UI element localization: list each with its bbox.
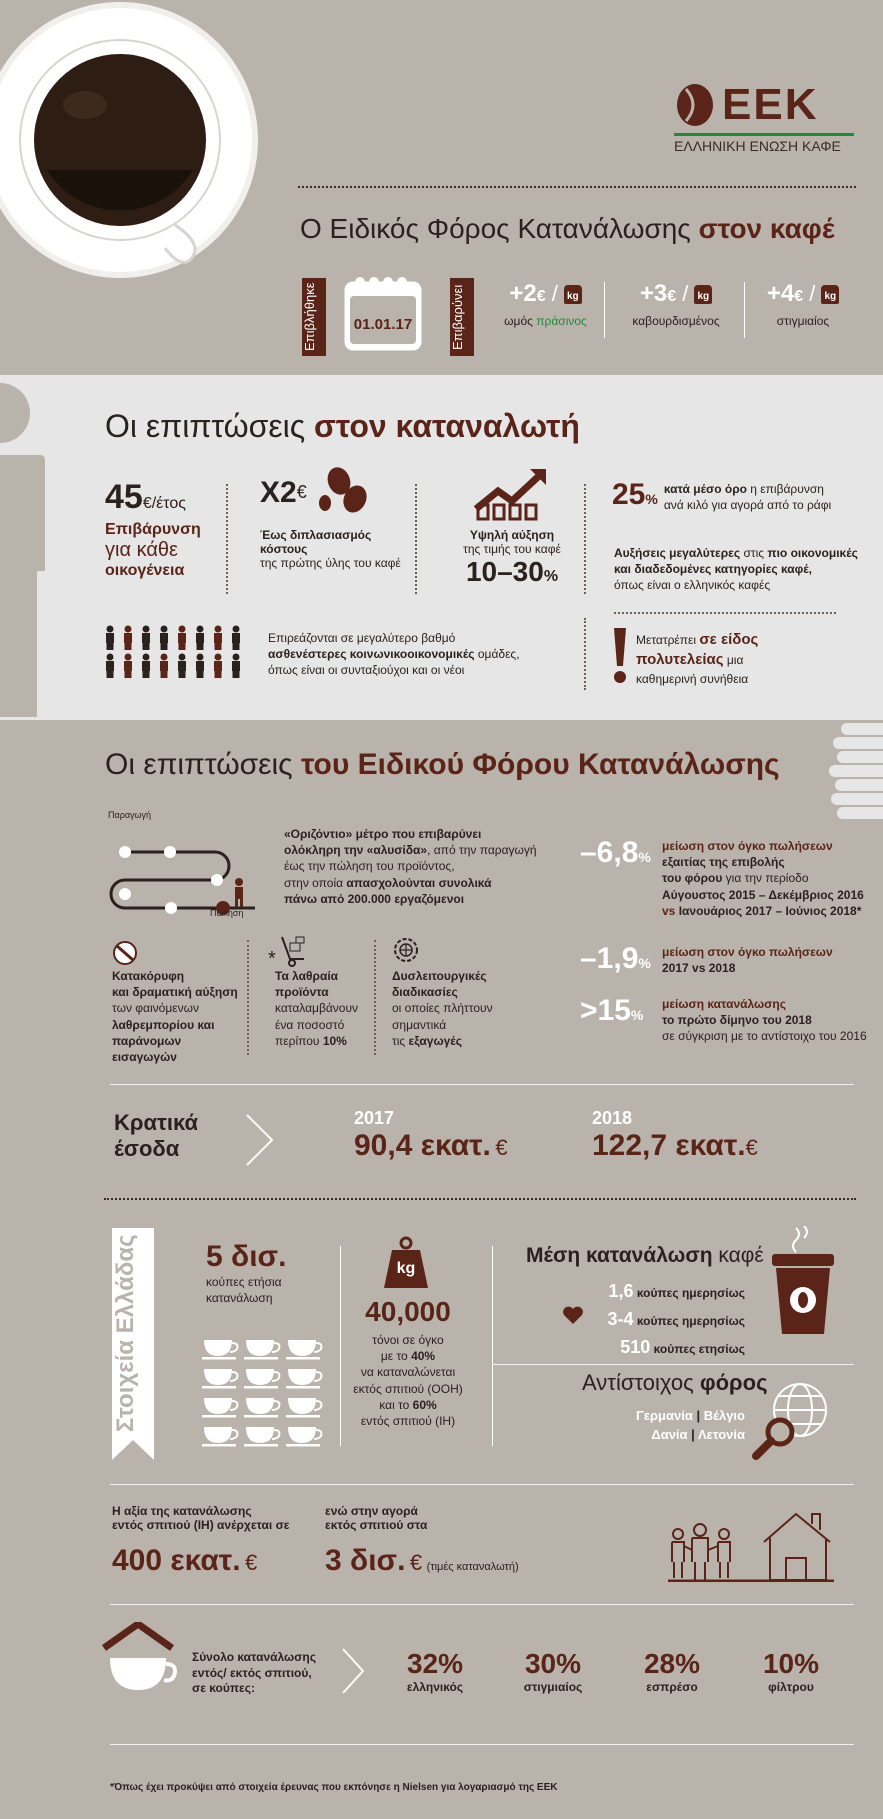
dysfunctional-procedures: Δυσλειτουργικές διαδικασίες οι οποίες πλήττουν σημαντικά τις εξαγωγές: [392, 969, 493, 1048]
state-revenue-label: Κρατικά έσοδα: [114, 1110, 199, 1162]
people-group-icon: [104, 625, 254, 681]
consumption-drop-stat: >15% μείωση κατανάλωσης το πρώτο δίμηνο του 2018 σε σύγκριση με το αντίστοιχο του 2016: [580, 994, 867, 1044]
luxury-note: Μετατρέπει σε είδος πολυτελείας μια καθημερινή συνήθεια: [636, 631, 759, 686]
divider: [110, 1744, 854, 1745]
eek-logo: ΕΕΚ ΕΛΛΗΝΙΚΗ ΕΝΩΣΗ ΚΑΦΕ: [674, 80, 854, 154]
price-increase: Υψηλή αύξηση της τιμής του καφέ 10–30%: [452, 465, 572, 588]
takeaway-cup-icon: [770, 1226, 836, 1341]
chevron-right-icon: [244, 1112, 276, 1173]
divider: [298, 186, 856, 188]
coin-stack-icon: [826, 722, 883, 832]
revenue-2017: 2017 90,4 εκατ. €: [354, 1108, 508, 1162]
exclamation-icon: [612, 628, 628, 689]
kg-weight-icon: kg: [382, 1236, 430, 1295]
divider: [104, 1198, 856, 1200]
divider: [110, 1484, 854, 1485]
divider: [110, 1604, 854, 1605]
total-consumption-label: Σύνολο κατανάλωσης εντός/ εκτός σπιτιού, σε κούπες:: [192, 1650, 316, 1696]
avg-burden: 25% κατά μέσο όρο η επιβάρυνση ανά κιλό για αγορά από το ράφι: [612, 478, 832, 513]
divider: [584, 618, 586, 690]
divider: [110, 1084, 854, 1085]
coffee-cup-illustration: [0, 0, 265, 285]
coffee-cups-grid-icon: [202, 1336, 332, 1452]
cup-with-roof-icon: [100, 1622, 178, 1699]
tax-item-green: +2€ / kg ωμός πράσινος: [504, 280, 587, 328]
family-burden: 45€/έτος Επιβάρυνση για κάθε οικογένεια: [105, 478, 201, 579]
divider: [226, 484, 228, 594]
avg-consumption-rows: 1,6 κούπες ημερησίως 3-4 κούπες ημερησίως 510 κούπες ετησίως: [607, 1281, 745, 1357]
cost-doubling: X2 € Έως διπλασιασμός κόστους της πρώτης ύλης του καφέ: [260, 465, 420, 570]
split-greek: 32% ελληνικός: [406, 1648, 464, 1694]
kg-weight-icon: kg: [694, 285, 712, 304]
kg-weight-icon: kg: [821, 285, 839, 304]
divider: [415, 484, 417, 594]
split-espresso: 28% εσπρέσο: [643, 1648, 701, 1694]
tons-volume: 40,000 τόνοι σε όγκο με το 40% να καταναλώνεται εκτός σπιτιού (OOH) και το 60% εντός σπιτιού (IH): [353, 1296, 463, 1428]
out-of-home-value: ενώ στην αγορά εκτός σπιτιού στα 3 δισ. € (τιμές καταναλωτή): [325, 1504, 519, 1577]
split-filter: 10% φίλτρου: [762, 1648, 820, 1694]
svg-text:*: *: [268, 948, 276, 969]
separator: [340, 1246, 341, 1446]
sales-drop-stat: –6,8% μείωση στον όγκο πωλήσεων εξαιτίας της επιβολής του φόρου για την περίοδο Αύγουστος 2015 – Δεκέμβριος 2016 vs Ιανουάριος 2017 – Ιούνιος 2018*: [580, 836, 864, 918]
in-home-value: Η αξία της κατανάλωσης εντός σπιτιού (IH) ανέρχεται σε 400 εκατ. €: [112, 1504, 290, 1577]
horizontal-measure: «Οριζόντιο» μέτρο που επιβαρύνει ολόκληρη την «αλυσίδα», από την παραγωγή έως την πώληση του προϊόντος, στην οποία απασχολούνται συνολικά πάνω από 200.000 εργαζόμενοι: [284, 827, 537, 906]
kg-weight-icon: kg: [564, 285, 582, 304]
tax-item-roasted: +3€ / kg καβουρδισμένος: [632, 280, 720, 328]
divider: [584, 484, 586, 594]
production-chain-diagram: Παραγωγή Πώληση: [105, 810, 255, 920]
divider: [614, 612, 836, 614]
person-silhouette-icon: [0, 375, 45, 720]
no-entry-icon: [112, 940, 138, 971]
trend-up-chart-icon: [452, 465, 572, 526]
bigger-increases: Αυξήσεις μεγαλύτερες στις πιο οικονομικές και διαδεδομένες κατηγορίες καφέ, όπως είναι ο ελληνικός καφές: [614, 546, 858, 593]
annual-cups: 5 δισ. κούπες ετήσια κατανάλωση: [206, 1240, 287, 1306]
separator: [744, 282, 745, 338]
coffee-bean-icon: [674, 83, 716, 127]
revenue-2018: 2018 122,7 εκατ.€: [592, 1108, 758, 1162]
greece-data-ribbon: Στοιχεία Ελλάδας: [112, 1228, 154, 1460]
heart-icon: [562, 1305, 584, 1330]
contraband-share: Τα λαθραία προϊόντα καταλαμβάνουν ένα ποσοστό περίπου 10%: [275, 969, 359, 1048]
divider: [247, 940, 249, 1055]
separator: [492, 1246, 493, 1446]
countries-list: Γερμανία | Βέλγιο Δανία | Λετονία: [636, 1408, 745, 1442]
separator: [604, 282, 605, 338]
globe-gear-icon: [392, 936, 420, 969]
tax-item-instant: +4€ / kg στιγμιαίος: [748, 280, 858, 328]
burdens-tag: Επιβαρύνει: [450, 278, 474, 356]
vulnerable-groups: Επιρεάζονται σε μεγαλύτερο βαθμό ασθενέστερες κοινωνικοοικονομικές ομάδες, όπως είναι οι συνταξιούχοι και οι νέοι: [268, 631, 520, 678]
calendar-icon: 01.01.17: [342, 272, 424, 354]
chevron-right-icon: [340, 1646, 366, 1701]
footnote: *Όπως έχει προκύψει από στοιχεία έρευνας που εκπόνησε η Nielsen για λογαριασμό της ΕΕΚ: [110, 1782, 558, 1793]
coffee-beans-icon: [317, 465, 373, 520]
smuggling-increase: Κατακόρυφη και δραματική αύξηση των φαινόμενων λαθρεμπορίου και παράνομων εισαγωγών: [112, 969, 238, 1064]
page-title: Ο Ειδικός Φόρος Κατανάλωσης στον καφέ: [300, 213, 835, 244]
split-instant: 30% στιγμιαίος: [523, 1648, 583, 1694]
people-and-house-icon: [668, 1506, 834, 1587]
consumer-heading: Οι επιπτώσεις στον καταναλωτή: [105, 408, 580, 444]
sales-drop-2017-2018: –1,9% μείωση στον όγκο πωλήσεων 2017 vs 2018: [580, 942, 833, 976]
avg-consumption-title: Μέση κατανάλωση καφέ: [526, 1244, 764, 1267]
divider: [492, 1364, 854, 1365]
divider: [374, 940, 376, 1055]
globe-magnifier-icon: [752, 1380, 832, 1465]
excise-heading: Οι επιπτώσεις του Ειδικού Φόρου Κατανάλωσης: [105, 748, 780, 781]
imposed-tag: Επιβλήθηκε: [302, 278, 326, 356]
equivalent-tax-title: Αντίστοιχος φόρος: [582, 1370, 768, 1395]
logo-subtitle: ΕΛΛΗΝΙΚΗ ΕΝΩΣΗ ΚΑΦΕ: [674, 133, 854, 154]
